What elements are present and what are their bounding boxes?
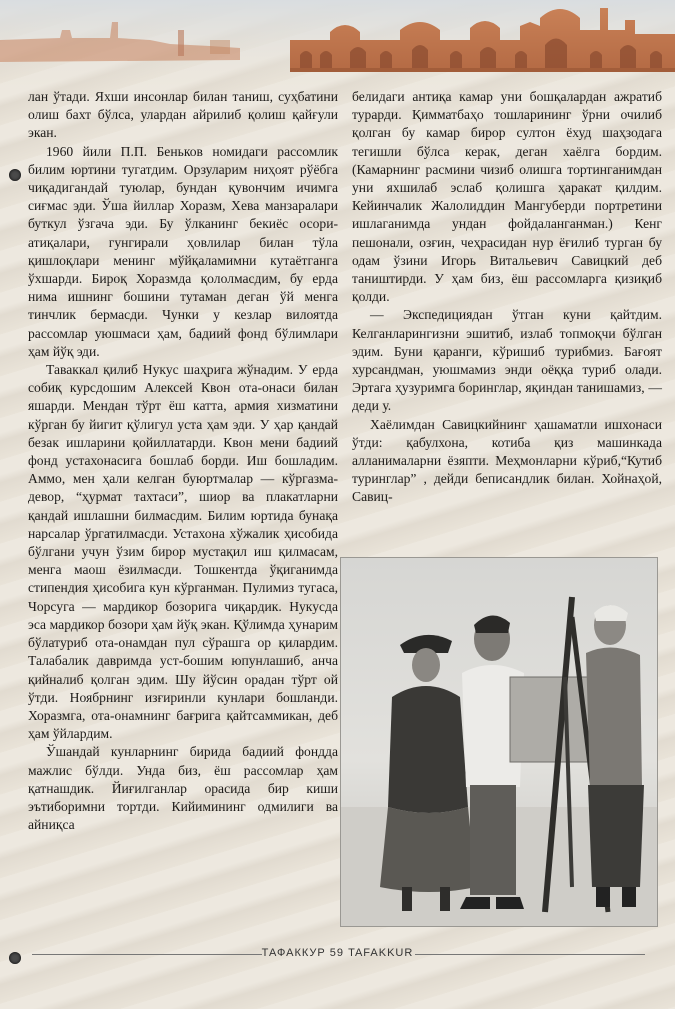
text-column-left xyxy=(28,88,338,834)
city-skyline-illustration xyxy=(0,0,675,95)
binder-hole xyxy=(9,169,21,181)
paragraph: Ўшандай кунларнинг бирида бадиий фондда мажлис бўлди. Унда биз, ёш рассомлар ҳам қатнашдик. Йиғилганлар орасида бир киши эътиборимни тортди. Кийимининг одмилиги ва айниқса xyxy=(28,744,338,833)
text-column-right xyxy=(352,88,662,507)
footer-page-label: ТАФАККУР 59 TAFAKKUR xyxy=(261,947,414,959)
archival-photograph xyxy=(340,557,658,927)
page-footer xyxy=(0,944,675,966)
paragraph: Таваккал қилиб Нукус шаҳрига жўнадим. У ерда собиқ курсдошим Алексей Квон ота-онаси билан яшарди. Мендан тўрт ёш катта, армия хизматини кўрган бу йигит қўлигул уста ҳам эди. У ҳар қандай безак ишларини қойиллатарди. Квон мени бадиий фонд устахонасига бошлаб борди. Иш бошладим. Аммо, мен ҳали келган буюртмалар — кўргазма-девор, “ҳурмат тахтаси”, шиор ва плакатларни қандай ишлашни билмасдим. Билим юртида бунақа нарсалар ўргатилмасди. Устахона хўжалик ҳисобида бўлгани учун ўзим бирор мустақил иш қилмасам, менга маош ёзилмасди. Тошкентда ўқиганимда стипендия ҳисобига кун кўрганман. Пулимиз тугаса, Чорсуга — мардикор бозорига чиқардик. Нукусда эса мардикор бозори ҳам йўқ экан. Қўлимда ҳунарим бўлатуриб ота-онамдан пул сўрашга ор қилардим. Талабалик давримда уст-бошим юпунлашиб, анча қийналиб қолган эдим. Шу йўсин орадан тўрт ой ўтди. Ноябрнинг изғиринли кунлари бошланди. Хоразмга, ота-онамнинг бағрига қайтсаммикан, деб ҳам ўйлардим. xyxy=(28,362,338,742)
paragraph: лан ўтади. Яхши инсонлар билан таниш, суҳбатини олиш бахт бўлса, улардан айрилиб қолиш қайғули экан. xyxy=(28,89,338,141)
paragraph: 1960 йили П.П. Беньков номидаги рассомлик билим юртини тугатдим. Орзуларим ниҳоят рўёбга чиқадигандай туюлар, бундан қувончим ичимга сиғмас эди. Ўша йиллар Хоразм, Хева манзаралари буткул ўзгача эди. Бу ўлканинг бекиёс осори-атиқалари, гунгирали ҳовлилар билан тўла қишлоқлари менинг мўйқаламимни кутаётганга ўхшарди. Бироқ Хоразмда қололмасдим, бу ерда нима ишнинг бошини тутаман деган ўй менга тинчлик бермасди. Чунки у кезлар вилоятда рассомлар уюшмаси ҳам, бадиий фонд бўлимлари ҳам йўқ эди. xyxy=(28,143,338,359)
paragraph: — Экспедициядан ўтган куни қайтдим. Келганларингизни эшитиб, излаб топмоқчи бўлган эдим. Буни қаранги, кўришиб турибмиз. Бағоят хурсандман, уюшмамиз энди оёққа туриб олади. Эртага ҳузуримга боринглар, яқиндан танишамиз, — деди у. xyxy=(352,307,662,414)
paragraph: Хаёлимдан Савицкийнинг ҳашаматли ишхонаси ўтди: қабулхона, котиба қиз машинкада алланималарни ёзяпти. Меҳмонларни кўриб,“Кутиб туринглар” , дейди беписандлик билан. Хойнаҳой, Савиц- xyxy=(352,416,662,505)
paragraph: белидаги антиқа камар уни бошқалардан ажратиб турарди. Қимматбаҳо тошларининг ўрни очилиб қолган бу камар бирор султон ёхуд шаҳзодага тегишли бўлса керак, деган хаёлга бордим. (Камарнинг расмини чизиб олишга тортинганимдан уни яхшилаб эслаб қолишга ҳаракат қилдим. Кейинчалик Жалолиддин Мангуберди портретини ишлаганимда ундан фойдаланганман.) Кенг пешонали, озғин, чеҳрасидан нур ёғилиб турган бу одам ўзини Игорь Витальевич Савицкий деб таништирди. У ҳам биз, ёш рассомларга қизиқиб қолди. xyxy=(352,89,662,305)
